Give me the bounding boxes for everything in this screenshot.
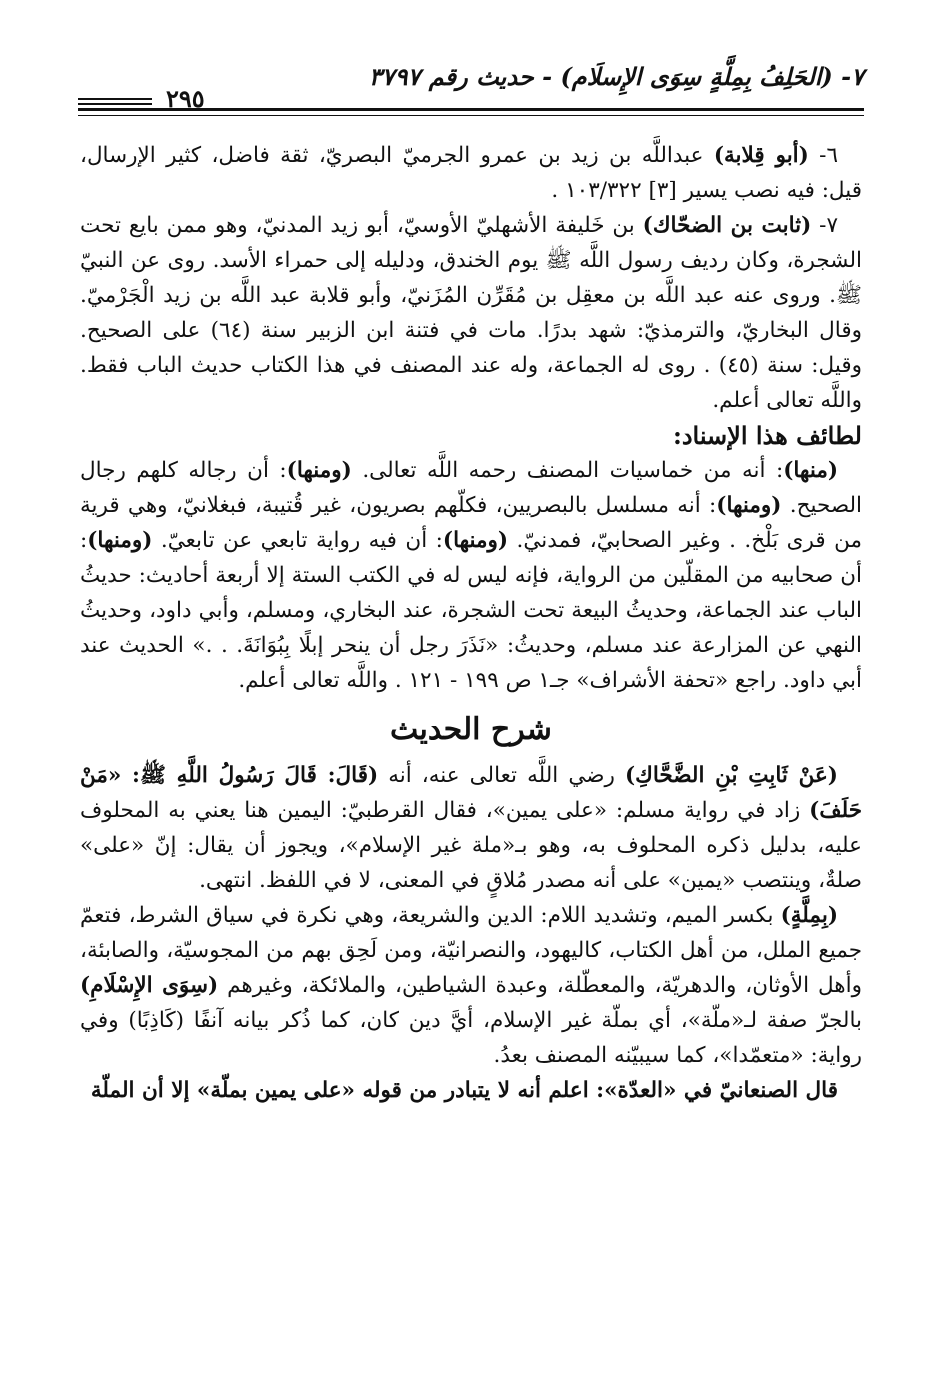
point-label: (منها) [783, 458, 839, 483]
narrator-name: (أبو قِلابة) [713, 143, 809, 168]
header-ornament [78, 98, 152, 108]
point-text: : أنه مسلسل بالبصريين، فكلّهم بصريون، غير قُتيبة، فبغلانيّ، وهي قرية من قرى بَلْخ. . وغير الصحابيّ، فمدنيّ. [80, 493, 862, 553]
page-body [80, 138, 862, 1108]
point-label: (ومنها) [716, 493, 782, 518]
section-heading-sharh: شرح الحديث [390, 712, 552, 747]
point-label: (ومنها) [87, 528, 153, 553]
narrator-number: ٦- [819, 143, 838, 168]
point-label: (ومنها) [442, 528, 509, 553]
hadith-quote: (سِوَى الإِسْلَامِ) [80, 973, 219, 998]
hadith-quote: (قَالَ: قَالَ رَسُولُ اللَّهِ ﷺ: «مَنْ حَلَفَ) [80, 763, 862, 823]
section-heading-lataif: لطائف هذا الإسناد: [672, 421, 862, 450]
commentary-text: بالجرّ صفة لـ«ملّة»، أي بملّة غير الإسلام، أيَّ دين كان، كما ذُكر بيانه آنفًا (كَاذِبًا) وفي رواية: «متعمّدا»، كما سيبيّنه المصنف بعدُ. [80, 1008, 862, 1068]
point-text: : أن رجاله كلهم رجال الصحيح. [80, 458, 862, 518]
sharh-paragraph [80, 758, 862, 898]
running-title: ٧- (الحَلِفُ بِمِلَّةٍ سِوَى الإِسلَام) - حديث رقم ٣٧٩٧ [368, 62, 864, 91]
point-text: : أنه من خماسيات المصنف رحمه اللَّه تعالى. [351, 458, 784, 483]
narrator-name: (ثابت بن الضحّاك) [642, 213, 812, 238]
hadith-quote: (عَنْ ثَابِتِ بْنِ الضَّحَّاكِ) [624, 763, 838, 788]
commentary-text: اعلم أنه لا يتبادر من قوله «على يمين بملّة» إلا أن الملّة [90, 1078, 597, 1103]
hadith-quote: (بِمِلَّةٍ) [780, 903, 838, 928]
narrator-text: بن خَليفة الأشهليّ الأوسيّ، أبو زيد المدنيّ، وهو ممن بايع تحت الشجرة، وكان رديف رسول اللَّه ﷺ يوم الخندق، ودليله إلى حمراء الأسد. روى عن النبيّ ﷺ. وروى عنه عبد اللَّه بن معقِل بن مُقَرِّن المُزَنيّ، وأبو قلابة عبد اللَّه بن زيد الْجَرْميّ. وقال البخاريّ، والترمذيّ: شهد بدرًا. مات في فتنة ابن الزبير سنة (٦٤) على الصحيح. وقيل: سنة (٤٥) . روى له الجماعة، وله عند المصنف في هذا الكتاب حديث الباب فقط. واللَّه تعالى أعلم. [80, 213, 862, 413]
citation-lead: قال الصنعانيّ في «العدّة»: [596, 1078, 838, 1103]
page-number: ٢٩٥ [166, 84, 205, 113]
lataif-paragraph [80, 453, 862, 698]
point-text: : أن صحابيه من المقلّين من الرواية، فإنه ليس له في الكتب الستة إلا أربعة أحاديث: حديثُ الباب عند الجماعة، وحديثُ البيعة تحت الشجرة، عند البخاري، ومسلم، وأبي داود، وحديثُ النهي عن المزارعة عند مسلم، وحديثُ: «نَذَرَ رجل أن ينحر إبلًا بِبُوَانَةَ. . .» الحديث عند أبي داود. راجع «تحفة الأشراف» جـ١ ص ١٩٩ - ١٢١ . واللَّه تعالى أعلم. [80, 528, 862, 693]
narrator-text: عبداللَّه بن زيد بن عمرو الجرميّ البصريّ، ثقة فاضل، كثير الإرسال، قيل: فيه نصب يسير [٣] ١٠٣/٣٢٢ . [80, 143, 862, 203]
point-text: : أن فيه رواية تابعي عن تابعيّ. [152, 528, 443, 553]
sharh-paragraph [80, 1073, 862, 1108]
narrator-entry [80, 208, 862, 418]
header-rule [78, 108, 864, 116]
point-label: (ومنها) [286, 458, 352, 483]
sharh-paragraph [80, 898, 862, 1073]
narrator-entry [80, 138, 862, 208]
narrator-number: ٧- [819, 213, 838, 238]
commentary-text: بكسر الميم، وتشديد اللام: الدين والشريعة، وهي نكرة في سياق الشرط، فتعمّ جميع الملل، من أهل الكتاب، كاليهود، والنصرانيّة، ومن لَحِق بهم من المجوسيّة، والصابئة، وأهل الأوثان، والدهريّة، والمعطّلة، وعبدة الشياطين، والملائكة، وغيرهم [80, 903, 863, 998]
commentary-text: زاد في رواية مسلم: «على يمين»، فقال القرطبيّ: اليمين هنا يعني به المحلوف عليه، بدليل ذكره المحلوف به، وهو بـ«ملة غير الإسلام»، ويجوز أن يقال: إنّ «على» صلةٌ، وينتصب «يمين» على أنه مصدر مُلاقٍ في المعنى، لا في اللفظ. انتهى. [80, 798, 862, 893]
running-header [78, 56, 864, 113]
commentary-text: رضي اللَّه تعالى عنه، أنه [378, 763, 625, 788]
